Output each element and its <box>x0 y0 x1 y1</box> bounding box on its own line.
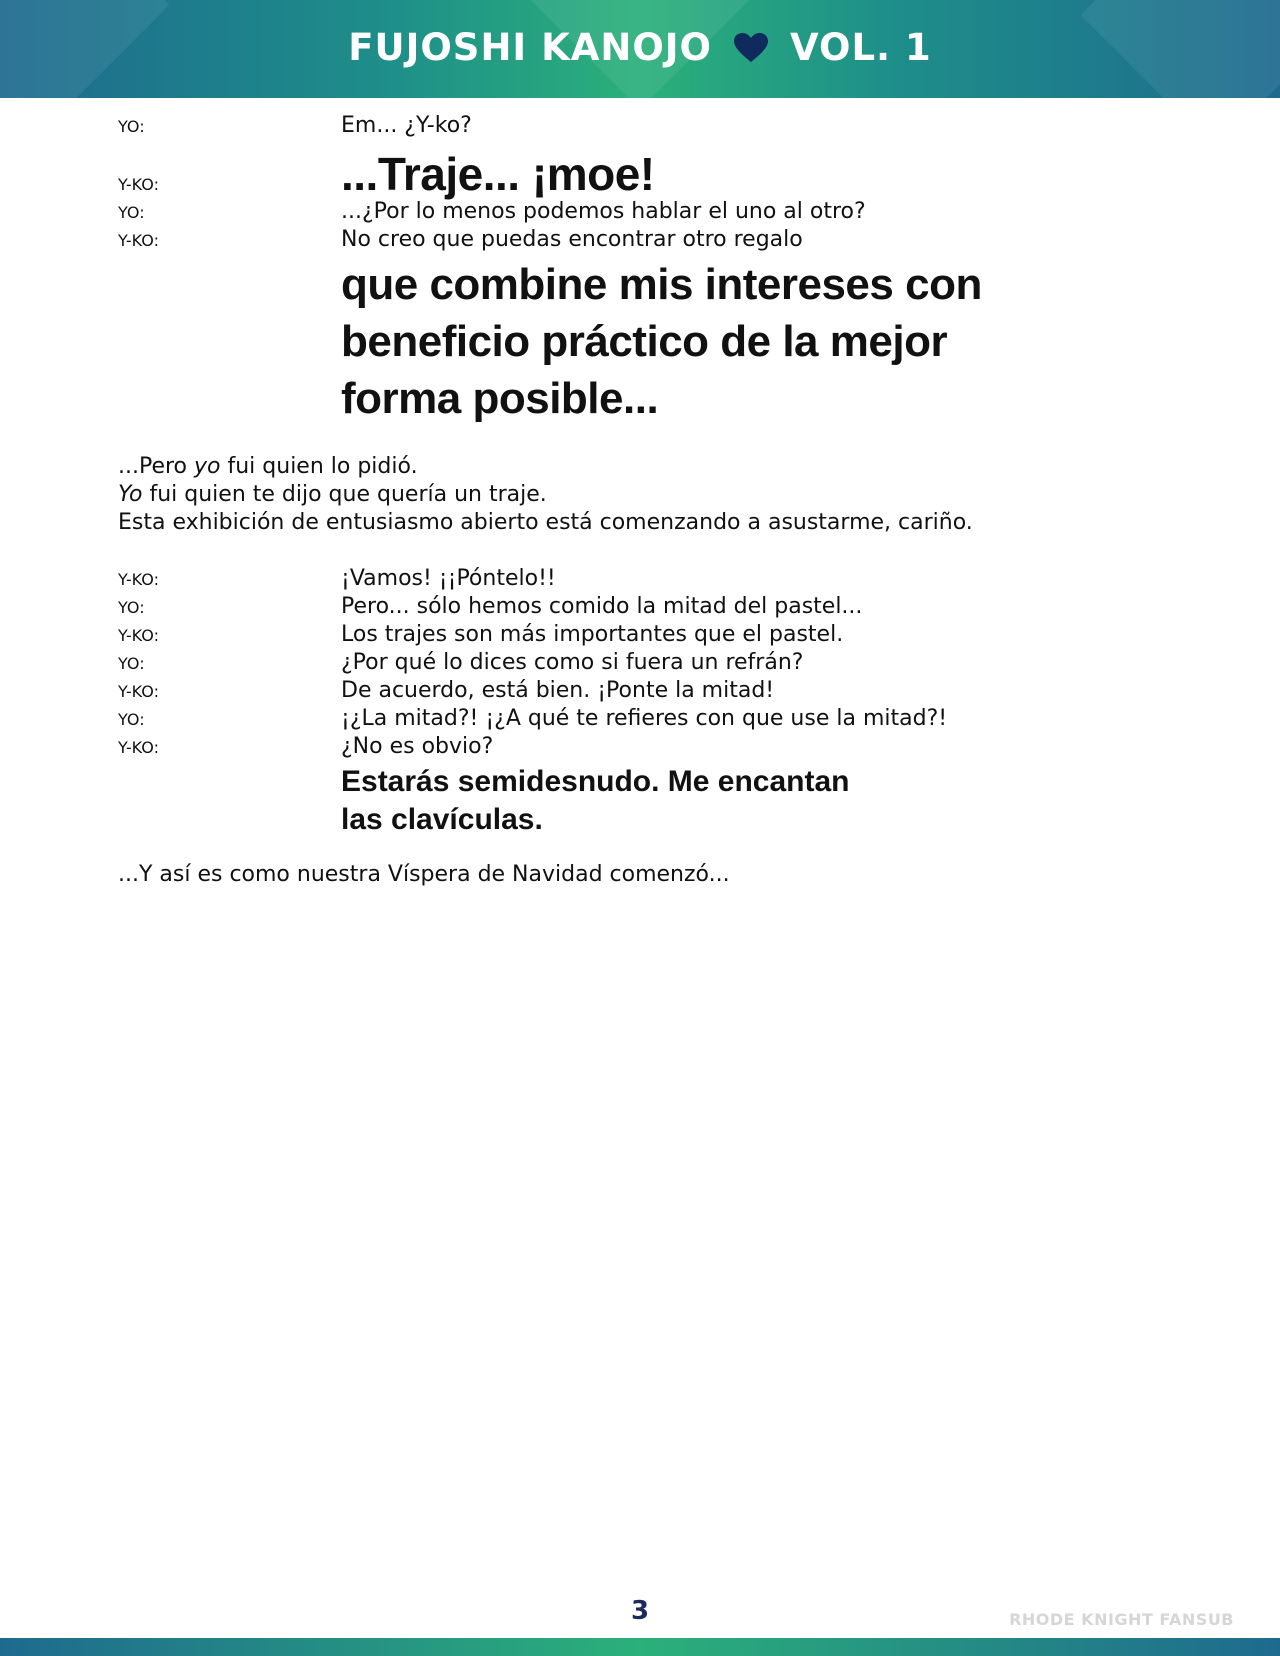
speech-text: ¿Por qué lo dices como si fuera un refrán? <box>341 650 804 675</box>
fansub-credit: RHODE KNIGHT FANSUB <box>1009 1610 1234 1629</box>
dialogue-line <box>118 733 1178 761</box>
dialogue-line <box>118 226 1178 254</box>
big-line: que combine mis intereses con <box>341 260 982 309</box>
bold-line: Estarás semidesnudo. Me encantan <box>341 765 850 798</box>
speaker-label: Y-KO: <box>118 570 159 589</box>
speech-text: No creo que puedas encontrar otro regalo <box>341 227 803 252</box>
narration <box>118 453 1178 537</box>
speaker-label: Y-KO: <box>118 682 159 701</box>
big-continuation <box>118 256 1178 427</box>
footer-bar <box>0 1638 1280 1656</box>
speech-text: De acuerdo, está bien. ¡Ponte la mitad! <box>341 678 775 703</box>
dialogue-line <box>118 198 1178 226</box>
speaker-label: Y-KO: <box>118 175 159 194</box>
dialogue-line <box>118 112 1178 148</box>
speaker-label: YO: <box>118 598 145 617</box>
bold-continuation <box>118 763 1178 839</box>
speaker-label: Y-KO: <box>118 626 159 645</box>
narration-emphasis: yo <box>194 454 221 479</box>
dialogue-block <box>118 565 1178 761</box>
narration-emphasis: Yo <box>118 482 143 507</box>
page-header <box>0 0 1280 98</box>
narration-line: Esta exhibición de entusiasmo abierto está comenzando a asustarme, cariño. <box>118 510 973 535</box>
dialogue-line <box>118 593 1178 621</box>
narration-closing: ...Y así es como nuestra Víspera de Navidad comenzó... <box>118 862 730 887</box>
bold-line: las clavículas. <box>341 803 543 836</box>
dialogue-line <box>118 677 1178 705</box>
speech-text: ¡Vamos! ¡¡Póntelo!! <box>341 566 556 591</box>
speaker-label: YO: <box>118 710 145 729</box>
speaker-label: Y-KO: <box>118 738 159 757</box>
speech-text: Los trajes son más importantes que el pastel. <box>341 622 844 647</box>
speaker-label: YO: <box>118 117 145 136</box>
speaker-label: YO: <box>118 654 145 673</box>
speaker-label: YO: <box>118 203 145 222</box>
narration-text: fui quien te dijo que quería un traje. <box>142 482 547 507</box>
speech-text-shout: ...Traje... ¡moe! <box>341 148 655 200</box>
narration-text: ...Pero <box>118 454 195 479</box>
page-number: 3 <box>630 1596 650 1626</box>
narration-line <box>118 481 1178 509</box>
speech-text: Pero... sólo hemos comido la mitad del pastel... <box>341 594 863 619</box>
book-title <box>0 26 1280 72</box>
speaker-label: Y-KO: <box>118 231 159 250</box>
heart-icon <box>734 29 768 72</box>
title-right: VOL. 1 <box>790 26 932 69</box>
dialogue-line <box>118 565 1178 593</box>
speech-text: Em... ¿Y-ko? <box>341 113 472 138</box>
speech-text: ...¿Por lo menos podemos hablar el uno al otro? <box>341 199 866 224</box>
big-line: beneficio práctico de la mejor <box>341 317 948 366</box>
title-left: FUJOSHI KANOJO <box>348 26 713 69</box>
narration-line <box>118 453 1178 481</box>
big-line: forma posible... <box>341 374 659 423</box>
dialogue-line <box>118 148 1178 198</box>
dialogue-line <box>118 705 1178 733</box>
speech-text: ¡¿La mitad?! ¡¿A qué te refieres con que use la mitad?! <box>341 706 948 731</box>
dialogue-line <box>118 649 1178 677</box>
page-content <box>118 112 1178 889</box>
dialogue-line <box>118 621 1178 649</box>
speech-text: ¿No es obvio? <box>341 734 494 759</box>
narration-text: fui quien lo pidió. <box>220 454 418 479</box>
